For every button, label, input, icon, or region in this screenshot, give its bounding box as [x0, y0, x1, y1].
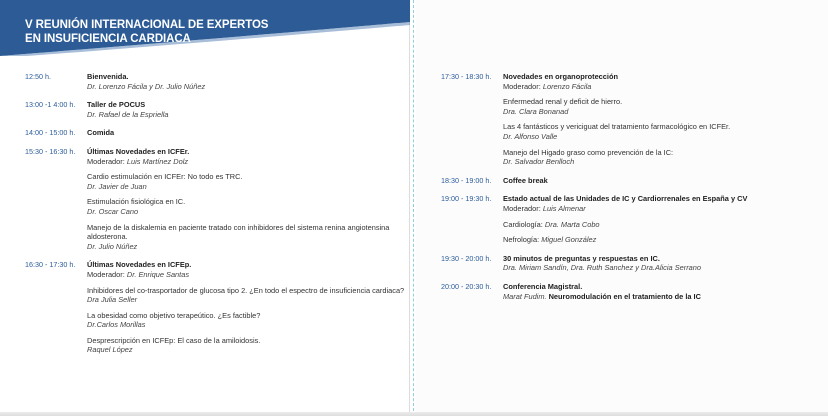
- agenda-left-column: [25, 72, 405, 364]
- talk-item: [503, 122, 821, 141]
- agenda-slot: [25, 128, 405, 138]
- talk-title: Las 4 fantásticos y vericiguat del tratamiento farmacológico en ICFEr.: [503, 122, 731, 132]
- talk-speaker: Dr. Rafael de la Espriella: [87, 109, 169, 119]
- slot-time: 18:30 - 19:00 h.: [441, 175, 492, 185]
- slot-time: 14:00 - 15:00 h.: [25, 128, 76, 138]
- talk-item: [87, 223, 405, 252]
- talk-item: [503, 220, 821, 230]
- moderator-label: Moderador:: [87, 156, 127, 166]
- talk-item: [87, 286, 405, 305]
- agenda-slot: [441, 282, 821, 301]
- slot-title: Últimas Novedades en ICFEp.: [87, 260, 192, 270]
- event-title-line-2: EN INSUFICIENCIA CARDIACA: [25, 33, 191, 45]
- slot-time: 12:50 h.: [25, 72, 51, 81]
- moderator-label: Moderador:: [503, 203, 543, 213]
- talk-item: [87, 197, 405, 216]
- talk-speaker: Dra. Clara Bonanad: [503, 106, 569, 116]
- talk-speaker: Dr.Carlos Morillas: [87, 320, 146, 330]
- slot-title: Últimas Novedades en ICFEr.: [87, 146, 190, 156]
- slot-title: Estado actual de las Unidades de IC y Cardiorrenales en España y CV: [503, 194, 748, 204]
- event-title: [25, 18, 268, 46]
- slot-time: 20:00 - 20:30 h.: [441, 281, 492, 291]
- moderator-name: Lorenzo Fácila: [542, 81, 592, 91]
- agenda-slot: [441, 72, 821, 167]
- talk-speaker: Dr. Julio Núñez: [87, 241, 138, 251]
- moderator-line: [87, 157, 405, 167]
- talk-title: La obesidad como objetivo terapeútico. ¿Es factible?: [87, 310, 261, 320]
- talk-item: [503, 235, 821, 245]
- agenda-slot: [25, 260, 405, 355]
- talk-title: Desprescripción en ICFEp: El caso de la amiloidosis.: [87, 335, 261, 345]
- agenda-slot: [441, 254, 821, 273]
- talk-title: Inhibidores del co-trasportador de glucosa tipo 2. ¿En todo el espectro de insuficiencia cardiaca?: [87, 285, 405, 295]
- slot-title: Bienvenida.: [87, 72, 129, 81]
- talk-speaker: Marat Fudim.: [503, 291, 549, 301]
- talk-speaker: Dra Julia Seller: [87, 295, 138, 305]
- slot-time: 19:30 - 20:00 h.: [441, 253, 492, 263]
- talk-speaker: Dr. Lorenzo Fácila y Dr. Julio Núñez: [87, 81, 206, 91]
- talk-title: Neuromodulación en el tratamiento de la IC: [548, 291, 701, 301]
- talk-speaker: Dr. Javier de Juan: [87, 181, 147, 191]
- talk-item: [503, 148, 821, 167]
- talk-item: [87, 336, 405, 355]
- moderator-name: Dr. Enrique Santas: [126, 269, 190, 279]
- talk-item: [87, 110, 405, 120]
- talk-item: [503, 97, 821, 116]
- talk-item: [503, 263, 821, 273]
- talk-speaker: Dr. Oscar Cano: [87, 206, 139, 216]
- talk-item: [87, 82, 405, 92]
- talk-speaker: Raquel López: [87, 345, 133, 355]
- talk-title: Cardio estimulación en ICFEr: No todo es TRC.: [87, 172, 243, 182]
- slot-title: Taller de POCUS: [87, 100, 146, 110]
- slot-title: Conferencia Magistral.: [503, 281, 583, 291]
- talk-item: [87, 172, 405, 191]
- moderator-name: Luis Martínez Dolz: [126, 156, 189, 166]
- talk-title: Manejo del Higado graso como prevención de la IC:: [503, 147, 674, 157]
- slot-title: Coffee break: [503, 175, 548, 185]
- talk-title: Estimulación fisiológica en IC.: [87, 197, 186, 207]
- agenda-right-column: [441, 72, 821, 310]
- slot-title: 30 minutos de preguntas y respuestas en IC.: [503, 253, 660, 263]
- talk-item: [503, 292, 821, 302]
- talk-speaker: Dra. Miriam Sandín, Dra. Ruth Sanchez y Dra.Alicia Serrano: [503, 263, 701, 273]
- fold-line: [413, 0, 414, 416]
- talk-speaker: Dra. Marta Cobo: [544, 219, 600, 229]
- talk-line: [503, 220, 821, 230]
- slot-time: 19:00 - 19:30 h.: [441, 194, 492, 204]
- talk-line: [503, 235, 821, 245]
- talk-title: Enfermedad renal y deficit de hierro.: [503, 97, 623, 107]
- talk-speaker: Dr. Salvador Benlloch: [503, 157, 575, 167]
- talk-line: [503, 292, 821, 302]
- moderator-label: Moderador:: [87, 269, 127, 279]
- moderator-line: [87, 270, 405, 280]
- moderator-label: Moderador:: [503, 81, 543, 91]
- event-title-line-1: V REUNIÓN INTERNACIONAL DE EXPERTOS: [25, 19, 269, 31]
- agenda-slot: [25, 147, 405, 251]
- moderator-line: [503, 82, 821, 92]
- slot-time: 13:00 -1 4:00 h.: [25, 100, 76, 110]
- talk-label: Nefrología:: [503, 235, 542, 245]
- slot-title: Comida: [87, 128, 115, 138]
- page-bottom-edge: [0, 412, 828, 416]
- moderator-line: [503, 204, 821, 214]
- agenda-slot: [441, 194, 821, 244]
- talk-speaker: Miguel González: [541, 235, 597, 245]
- talk-label: Cardiología:: [503, 219, 545, 229]
- header-banner: [0, 0, 410, 56]
- slot-time: 15:30 - 16:30 h.: [25, 146, 76, 156]
- slot-time: 16:30 - 17:30 h.: [25, 260, 76, 270]
- agenda-slot: [25, 100, 405, 119]
- agenda-slot: [25, 72, 405, 91]
- talk-speaker: Dr. Alfonso Valle: [503, 131, 558, 141]
- agenda-slot: [441, 176, 821, 186]
- slot-title: Novedades en organoprotección: [503, 72, 618, 81]
- slot-time: 17:30 - 18:30 h.: [441, 72, 492, 81]
- moderator-name: Luis Almenar: [542, 203, 586, 213]
- talk-item: [87, 311, 405, 330]
- talk-title: Manejo de la diskalemia en paciente tratado con inhibidores del sistema renina angiotensina aldosterona.: [87, 222, 390, 242]
